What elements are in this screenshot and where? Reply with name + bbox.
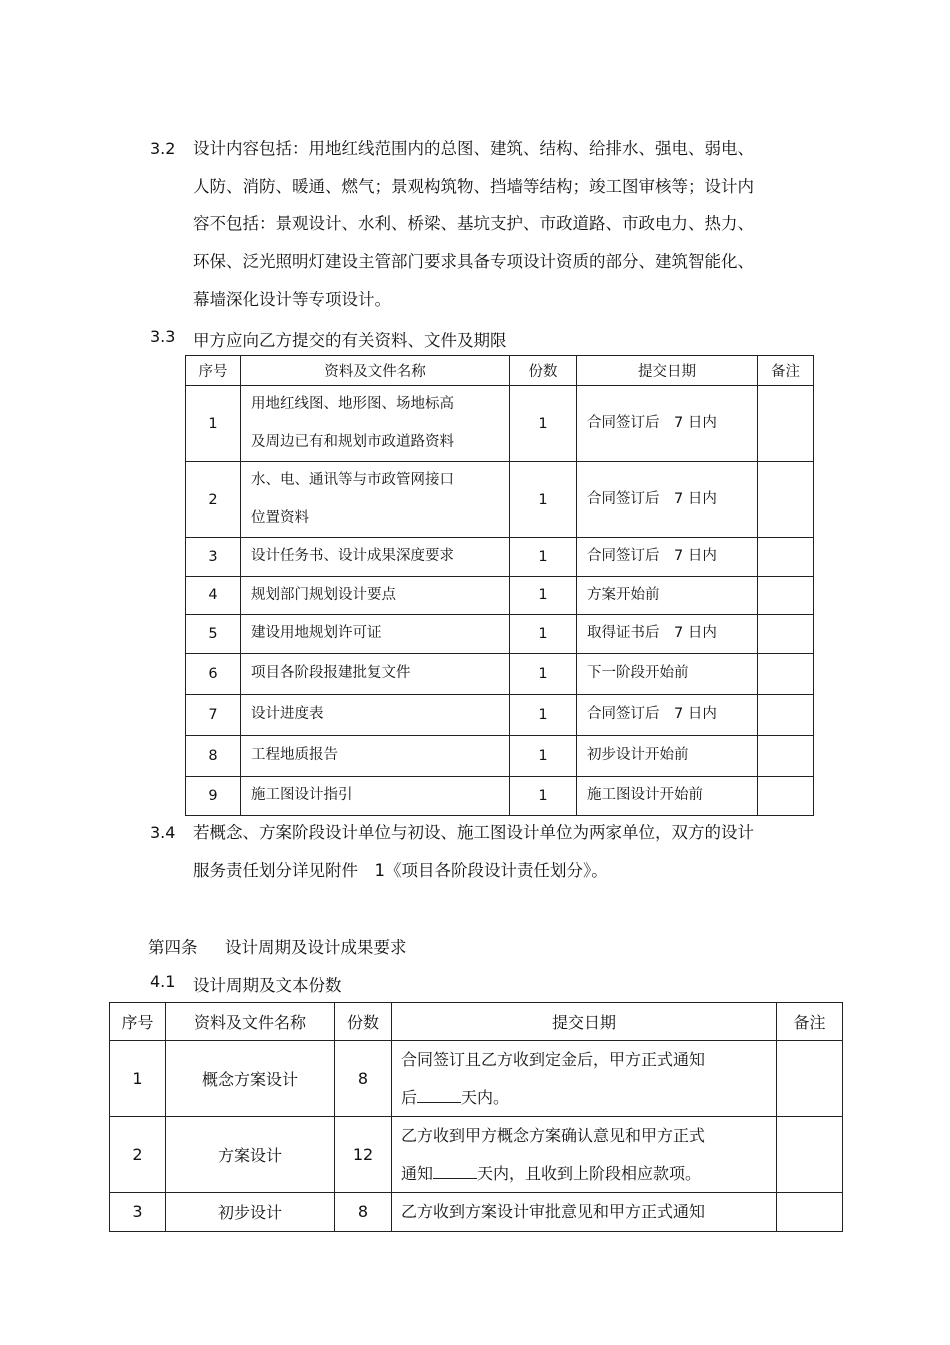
submit-date: 方案开始前 [577,576,758,615]
row-number: 4 [186,576,241,615]
submit-date: 合同签订且乙方收到定金后，甲方正式通知 后 天内。 [392,1041,777,1117]
paragraph-line: 设计内容包括：用地红线范围内的总图、建筑、结构、给排水、强电、弱电、 [193,139,754,158]
note-cell [758,538,814,577]
row-number: 6 [186,654,241,695]
note-cell [758,654,814,695]
submit-date: 初步设计开始前 [577,736,758,777]
header-cell: 份数 [510,356,577,386]
note-cell [758,695,814,736]
submit-date: 合同签订后 7 日内 [577,695,758,736]
note-cell [758,386,814,462]
deliverable-name: 概念方案设计 [166,1041,335,1117]
design-period-table [109,1002,843,1232]
document-name: 建设用地规划许可证 [241,615,510,654]
table-row [186,615,814,654]
section-number-3-4: 3.4 [150,823,176,842]
table-row [110,1193,843,1232]
note-cell [758,615,814,654]
table-row [186,538,814,577]
section-number-3-3: 3.3 [150,327,176,346]
blank-days-field [417,1088,461,1103]
table-row [186,462,814,538]
copy-count: 1 [510,386,577,462]
document-name: 设计进度表 [241,695,510,736]
submit-date: 乙方收到甲方概念方案确认意见和甲方正式 通知 天内，且收到上阶段相应款项。 [392,1117,777,1193]
paragraph-line: 服务责任划分详见附件 1《项目各阶段设计责任划分》。 [193,860,608,880]
paragraph-line: 环保、泛光照明灯建设主管部门要求具备专项设计资质的部分、建筑智能化、 [193,252,754,272]
table-row [186,777,814,816]
header-cell: 序号 [110,1003,166,1041]
document-name: 用地红线图、地形图、场地标高 及周边已有和规划市政道路资料 [241,386,510,462]
copy-count: 1 [510,538,577,577]
copy-count: 12 [335,1117,392,1193]
row-number: 9 [186,777,241,816]
document-name: 规划部门规划设计要点 [241,576,510,615]
row-number: 2 [110,1117,166,1193]
deliverable-name: 初步设计 [166,1193,335,1232]
submit-date: 合同签订后 7 日内 [577,386,758,462]
section-3-3-heading: 甲方应向乙方提交的有关资料、文件及期限 [193,331,507,350]
row-number: 3 [186,538,241,577]
copy-count: 1 [510,736,577,777]
section-4-1-heading: 设计周期及文本份数 [193,976,342,995]
article-label: 第四条 [148,938,198,957]
header-cell: 备注 [777,1003,843,1041]
copy-count: 1 [510,695,577,736]
row-number: 5 [186,615,241,654]
table-row [186,386,814,462]
header-cell: 份数 [335,1003,392,1041]
paragraph-line: 容不包括：景观设计、水利、桥梁、基坑支护、市政道路、市政电力、热力、 [193,214,754,234]
document-name: 工程地质报告 [241,736,510,777]
materials-table [185,355,814,816]
row-number: 3 [110,1193,166,1232]
paragraph-line: 幕墙深化设计等专项设计。 [193,289,391,309]
note-cell [777,1041,843,1117]
row-number: 1 [186,386,241,462]
document-name: 施工图设计指引 [241,777,510,816]
blank-days-field [433,1164,477,1179]
submit-date: 合同签订后 7 日内 [577,538,758,577]
table-row [110,1117,843,1193]
note-cell [758,576,814,615]
article-title: 设计周期及设计成果要求 [225,938,407,957]
row-number: 7 [186,695,241,736]
section-number-3-2: 3.2 [150,139,176,158]
submit-date: 乙方收到方案设计审批意见和甲方正式通知 [392,1193,777,1232]
note-cell [777,1117,843,1193]
document-name: 设计任务书、设计成果深度要求 [241,538,510,577]
row-number: 1 [110,1041,166,1117]
note-cell [758,462,814,538]
copy-count: 1 [510,576,577,615]
table-row [110,1041,843,1117]
document-name: 项目各阶段报建批复文件 [241,654,510,695]
header-cell: 序号 [186,356,241,386]
note-cell [758,777,814,816]
header-cell: 提交日期 [392,1003,777,1041]
table-row [186,576,814,615]
table-row [186,654,814,695]
deliverable-name: 方案设计 [166,1117,335,1193]
section-3-4-paragraph [193,814,813,889]
table-header-row [186,356,814,386]
header-cell: 备注 [758,356,814,386]
submit-date: 施工图设计开始前 [577,777,758,816]
document-name: 水、电、通讯等与市政管网接口 位置资料 [241,462,510,538]
row-number: 8 [186,736,241,777]
paragraph-line: 人防、消防、暖通、燃气；景观构筑物、挡墙等结构；竣工图审核等；设计内 [193,176,754,196]
copy-count: 1 [510,615,577,654]
row-number: 2 [186,462,241,538]
header-cell: 资料及文件名称 [166,1003,335,1041]
header-cell: 提交日期 [577,356,758,386]
table-row [186,736,814,777]
note-cell [758,736,814,777]
table-row [186,695,814,736]
copy-count: 1 [510,777,577,816]
paragraph-line: 若概念、方案阶段设计单位与初设、施工图设计单位为两家单位，双方的设计 [193,823,754,842]
copy-count: 8 [335,1041,392,1117]
copy-count: 1 [510,462,577,538]
submit-date: 合同签订后 7 日内 [577,462,758,538]
note-cell [777,1193,843,1232]
copy-count: 1 [510,654,577,695]
submit-date: 下一阶段开始前 [577,654,758,695]
header-cell: 资料及文件名称 [241,356,510,386]
section-3-2-paragraph [193,130,813,319]
section-number-4-1: 4.1 [150,972,176,991]
copy-count: 8 [335,1193,392,1232]
submit-date: 取得证书后 7 日内 [577,615,758,654]
table-header-row [110,1003,843,1041]
